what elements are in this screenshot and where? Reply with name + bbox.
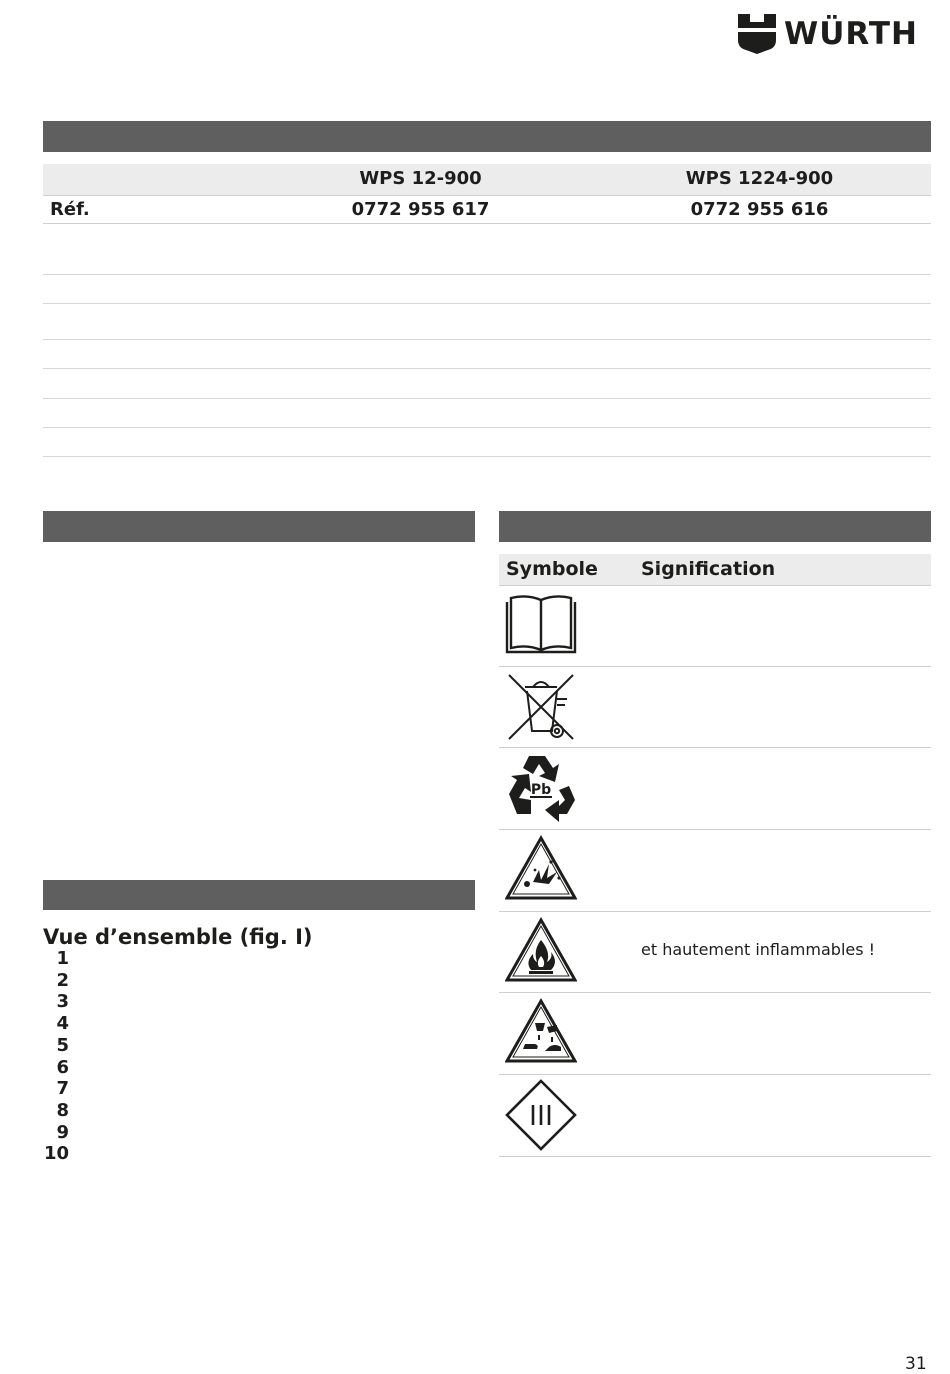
spec-table-row-divider — [43, 427, 931, 428]
symbol-row — [499, 993, 931, 1075]
symbol-row — [499, 830, 931, 912]
pb-recycling-icon — [505, 752, 577, 824]
spec-table-row-divider — [43, 368, 931, 369]
symbol-row — [499, 1075, 931, 1157]
symbol-row — [499, 912, 931, 993]
spec-table-row-divider — [43, 398, 931, 399]
overview-number-list — [43, 948, 103, 1165]
protection-class-iii-icon — [505, 1079, 577, 1151]
crossed-out-bin-icon — [505, 671, 577, 743]
symbols-header-meaning: Signification — [641, 558, 776, 580]
spec-ref-label: Réf. — [50, 199, 90, 220]
spec-header-model-2: WPS 1224-900 — [685, 168, 834, 189]
spec-table-row-divider — [43, 274, 931, 275]
section-bar-left-2 — [43, 880, 475, 910]
symbol-row — [499, 667, 931, 748]
svg-text:Pb: Pb — [530, 782, 552, 798]
brand-name: WÜRTH — [784, 16, 918, 52]
spec-ref-model-2: 0772 955 616 — [690, 199, 829, 220]
symbols-table-header — [499, 554, 931, 586]
overview-item-number: 5 — [56, 1034, 69, 1056]
section-bar-left-1 — [43, 511, 475, 542]
overview-item-number: 8 — [56, 1099, 69, 1121]
corrosive-hazard-icon — [505, 997, 577, 1069]
spec-header-model-1: WPS 12-900 — [359, 168, 482, 189]
overview-item-number: 1 — [56, 948, 69, 969]
overview-item-number: 9 — [56, 1121, 69, 1143]
spec-table-row-divider — [43, 456, 931, 457]
overview-item-number: 10 — [43, 1143, 69, 1165]
spec-table-row-divider — [43, 339, 931, 340]
spec-table-row-divider — [43, 303, 931, 304]
explosive-hazard-icon — [505, 834, 577, 906]
overview-item-number: 7 — [56, 1078, 69, 1100]
symbol-row — [499, 748, 931, 830]
section-bar-technical-data — [43, 121, 931, 152]
symbol-row — [499, 586, 931, 667]
symbol-meaning: et hautement inflammables ! — [641, 940, 876, 959]
overview-item-number: 6 — [56, 1056, 69, 1078]
overview-item-number: 4 — [56, 1013, 69, 1035]
flammable-hazard-icon — [505, 916, 577, 988]
wurth-logo — [738, 12, 934, 56]
symbols-header-symbol: Symbole — [506, 558, 598, 580]
spec-table-header — [43, 164, 931, 196]
spec-ref-model-1: 0772 955 617 — [351, 199, 490, 220]
manual-book-icon — [505, 590, 577, 662]
overview-item-number: 3 — [56, 991, 69, 1013]
page-number: 31 — [905, 1354, 927, 1374]
spec-table-row-ref — [43, 195, 931, 224]
overview-title: Vue d’ensemble (fig. I) — [43, 925, 313, 949]
section-bar-symbols — [499, 511, 931, 542]
wurth-logo-mark-icon — [738, 14, 776, 54]
overview-item-number: 2 — [56, 969, 69, 991]
